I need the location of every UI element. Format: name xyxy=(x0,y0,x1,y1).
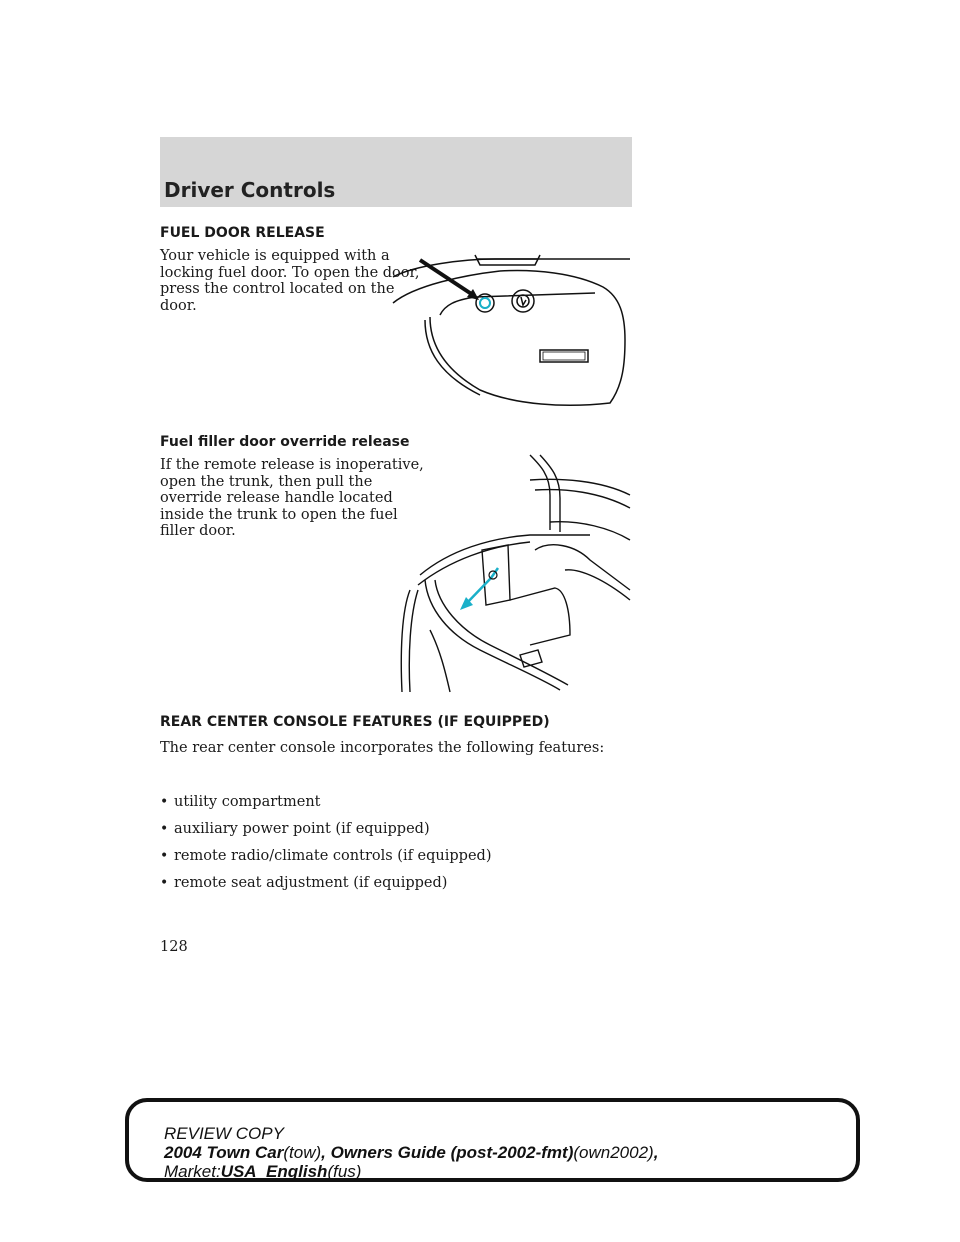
footer-guide-code: (own2002) xyxy=(573,1143,654,1162)
bullet-icon: • xyxy=(160,875,169,891)
override-line: If the remote release is inoperative, xyxy=(160,457,424,473)
trunk-override-illustration xyxy=(390,450,635,695)
footer-market-code: (fus) xyxy=(327,1162,362,1181)
footer-separator: , xyxy=(653,1143,659,1162)
fuel-door-line: press the control located on the xyxy=(160,281,395,297)
override-line: inside the trunk to open the fuel xyxy=(160,506,398,523)
override-line: filler door. xyxy=(160,523,236,539)
list-item xyxy=(160,794,492,821)
footer-review: REVIEW COPY xyxy=(164,1124,284,1143)
bullet-icon: • xyxy=(160,848,169,864)
list-item-text: remote radio/climate controls (if equipped) xyxy=(174,848,492,864)
override-line: override release handle located xyxy=(160,490,393,506)
fuel-door-illustration xyxy=(385,245,635,415)
override-heading: Fuel filler door override release xyxy=(160,434,410,450)
bullet-icon: • xyxy=(160,821,169,837)
page-number: 128 xyxy=(160,939,188,955)
bullet-icon: • xyxy=(160,794,169,810)
fuel-door-line: door. xyxy=(160,297,197,314)
rear-console-intro: The rear center console incorporates the following features: xyxy=(160,740,605,756)
footer-guide: Owners Guide (post-2002-fmt) xyxy=(330,1143,574,1162)
footer-model-code: (tow) xyxy=(283,1143,322,1162)
list-item xyxy=(160,848,492,875)
footer-model-line xyxy=(164,1143,658,1162)
list-item-text: remote seat adjustment (if equipped) xyxy=(174,875,448,891)
list-item-text: auxiliary power point (if equipped) xyxy=(174,821,430,837)
list-item xyxy=(160,821,492,848)
feature-list xyxy=(160,794,492,902)
footer-market-label: Market: xyxy=(164,1162,221,1181)
rear-console-heading: REAR CENTER CONSOLE FEATURES (IF EQUIPPED) xyxy=(160,714,550,730)
override-text xyxy=(160,457,424,540)
footer-separator: , xyxy=(321,1143,331,1162)
footer-model: 2004 Town Car xyxy=(164,1143,284,1162)
footer-market: USA_English xyxy=(220,1162,328,1181)
fuel-door-heading: FUEL DOOR RELEASE xyxy=(160,225,325,241)
list-item-text: utility compartment xyxy=(174,794,321,810)
section-title: Driver Controls xyxy=(164,178,336,202)
list-item xyxy=(160,875,492,902)
fuel-door-line: Your vehicle is equipped with a xyxy=(160,248,390,264)
fuel-door-text xyxy=(160,248,419,314)
override-line: open the trunk, then pull the xyxy=(160,473,373,490)
footer-market-line xyxy=(164,1162,361,1181)
fuel-door-line: locking fuel door. To open the door, xyxy=(160,264,420,281)
